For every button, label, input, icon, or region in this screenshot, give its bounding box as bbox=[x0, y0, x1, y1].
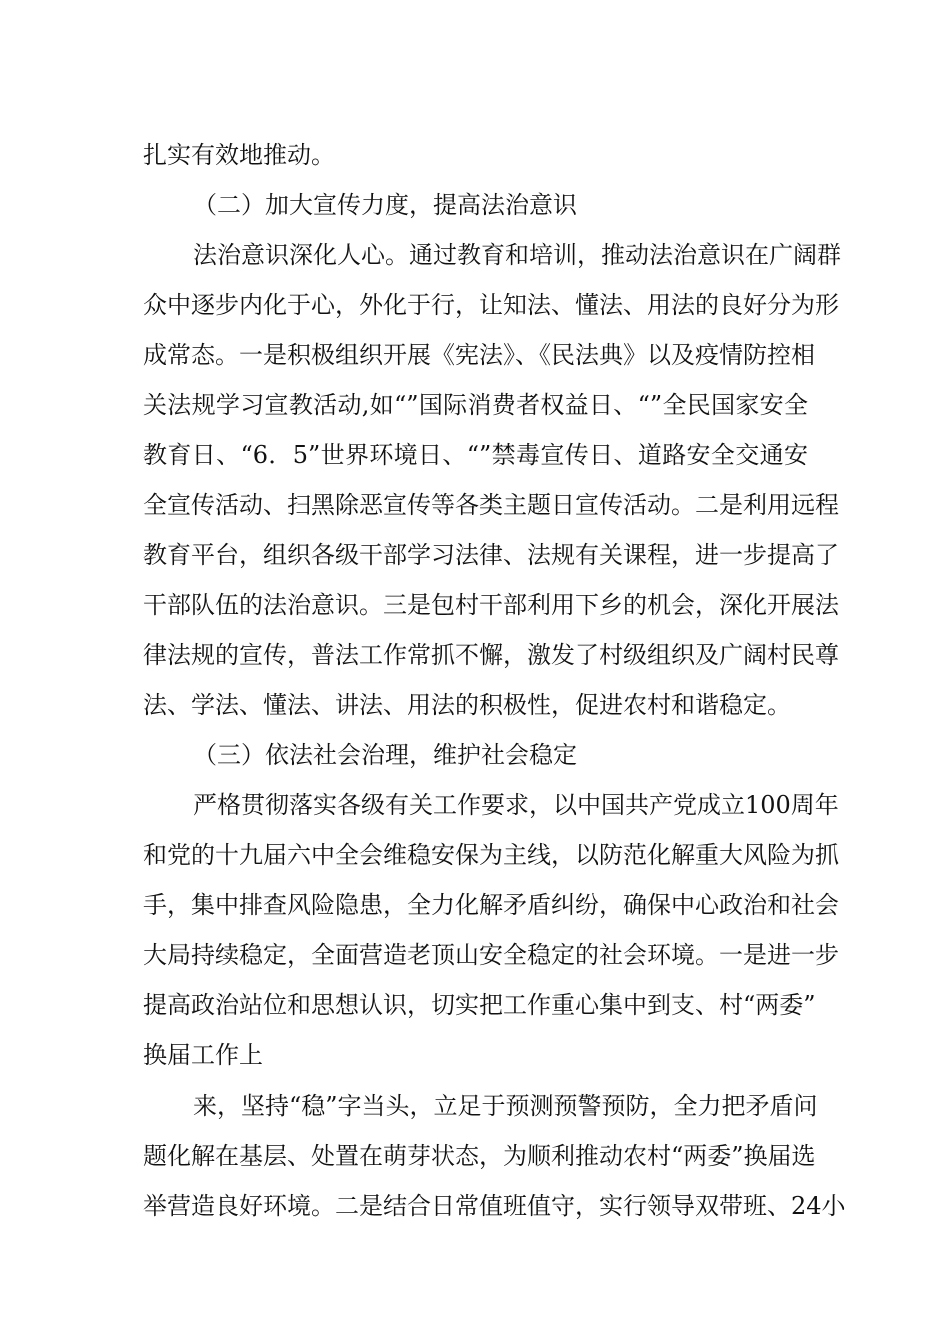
paragraph-line: 扎实有效地推动。 bbox=[143, 141, 335, 169]
paragraph-line: 换届工作上 bbox=[143, 1041, 263, 1069]
paragraph-line: 全宣传活动、扫黑除恶宣传等各类主题日宣传活动。二是利用远程 bbox=[143, 491, 839, 519]
paragraph-line: 成常态。一是积极组织开展《宪法》、《民法典》以及疫情防控相 bbox=[143, 341, 815, 369]
paragraph-line: 来，坚持“稳”字当头，立足于预测预警预防，全力把矛盾问 bbox=[193, 1092, 818, 1120]
paragraph-line: 教育日、“6．5”世界环境日、“”禁毒宣传日、道路安全交通安 bbox=[143, 441, 808, 469]
section-heading: （二）加大宣传力度，提高法治意识 bbox=[193, 191, 577, 219]
paragraph-line: 严格贯彻落实各级有关工作要求，以中国共产党成立100周年 bbox=[193, 791, 839, 819]
paragraph-line: 举营造良好环境。二是结合日常值班值守，实行领导双带班、24小 bbox=[143, 1192, 846, 1220]
paragraph-line: 干部队伍的法治意识。三是包村干部利用下乡的机会，深化开展法 bbox=[143, 591, 839, 619]
paragraph-line: 法治意识深化人心。通过教育和培训，推动法治意识在广阔群 bbox=[193, 241, 841, 269]
section-heading: （三）依法社会治理，维护社会稳定 bbox=[193, 741, 577, 769]
paragraph-line: 手，集中排查风险隐患，全力化解矛盾纠纷，确保中心政治和社会 bbox=[143, 891, 839, 919]
paragraph-line: 大局持续稳定，全面营造老顶山安全稳定的社会环境。一是进一步 bbox=[143, 941, 839, 969]
paragraph-line: 法、学法、懂法、讲法、用法的积极性，促进农村和谐稳定。 bbox=[143, 691, 791, 719]
paragraph-line: 众中逐步内化于心，外化于行，让知法、懂法、用法的良好分为形 bbox=[143, 291, 839, 319]
paragraph-line: 题化解在基层、处置在萌芽状态，为顺利推动农村“两委”换届选 bbox=[143, 1142, 816, 1170]
paragraph-line: 律法规的宣传，普法工作常抓不懈，激发了村级组织及广阔村民尊 bbox=[143, 641, 839, 669]
paragraph-line: 和党的十九届六中全会维稳安保为主线，以防范化解重大风险为抓 bbox=[143, 841, 839, 869]
paragraph-line: 关法规学习宣教活动,如“”国际消费者权益日、“”全民国家安全 bbox=[143, 391, 808, 419]
paragraph-line: 教育平台，组织各级干部学习法律、法规有关课程，进一步提高了 bbox=[143, 541, 839, 569]
paragraph-line: 提高政治站位和思想认识，切实把工作重心集中到支、村“两委” bbox=[143, 991, 816, 1019]
